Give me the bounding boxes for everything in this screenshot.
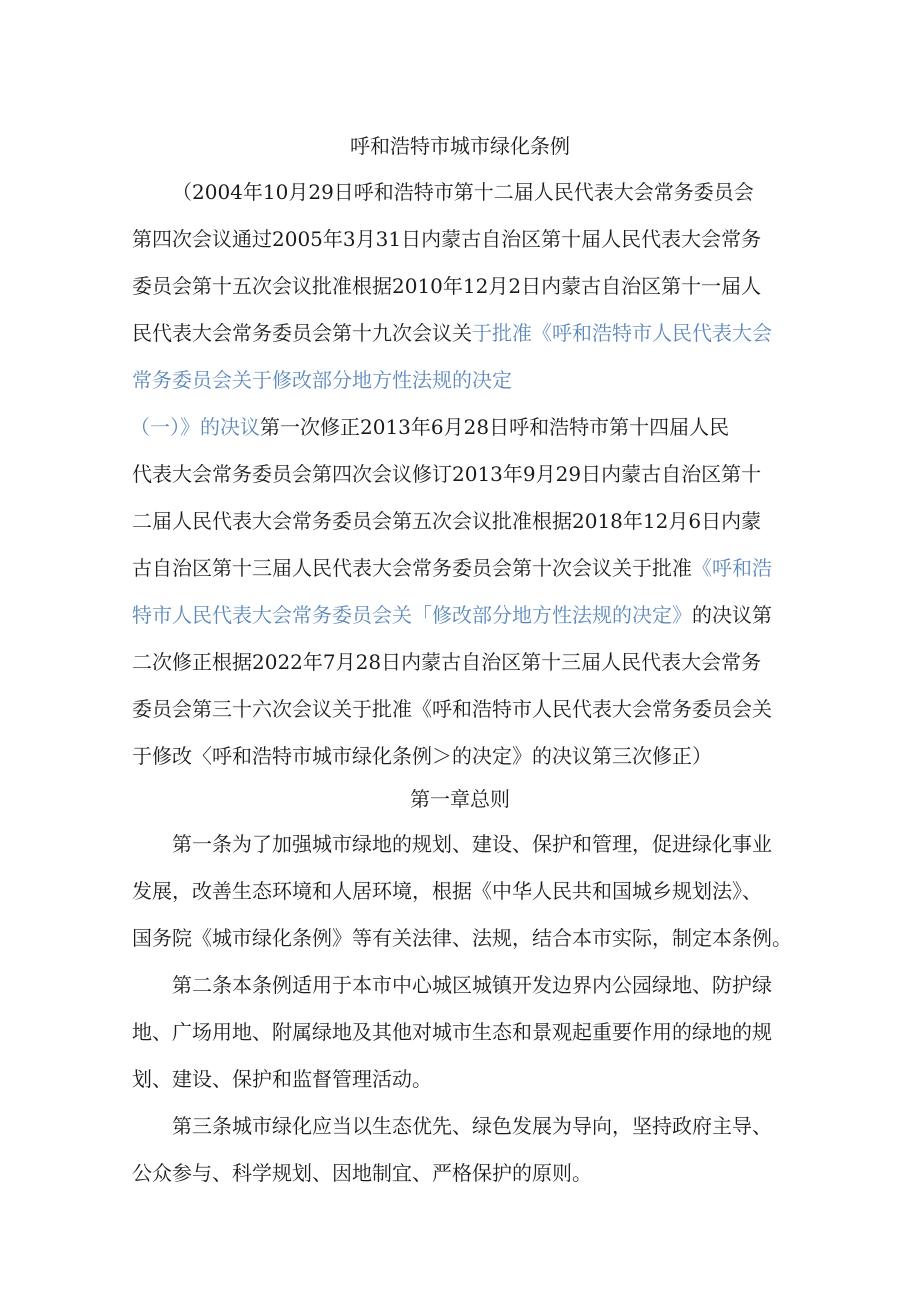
preamble-link[interactable]: 常务委员会关于修改部分地方性法规的决定 [132, 368, 512, 392]
preamble-link[interactable]: 《呼和浩 [692, 556, 772, 580]
article-line: 第三条城市绿化应当以生态优先、绿色发展为导向，坚持政府主导、 [172, 1114, 772, 1138]
preamble-line [130, 413, 729, 441]
preamble-line: 第四次会议通过2005年3月31日内蒙古自治区第十届人民代表大会常务 [132, 227, 762, 251]
article-line: 国务院《城市绿化条例》等有关法律、法规，结合本市实际，制定本条例。 [132, 926, 792, 950]
preamble-line: 二次修正根据2022年7月28日内蒙古自治区第十三届人民代表大会常务 [132, 650, 762, 674]
preamble-link[interactable]: 特市人民代表大会常务委员会关「修改部分地方性法规的决定》 [132, 603, 692, 627]
article-line: 发展，改善生态环境和人居环境，根据《中华人民共和国城乡规划法》、 [132, 879, 762, 903]
article-line: 公众参与、科学规划、因地制宜、严格保护的原则。 [132, 1161, 592, 1185]
preamble-text: 民代表大会常务委员会第十九次会议关 [132, 321, 472, 345]
document-title: 呼和浩特市城市绿化条例 [350, 134, 570, 158]
preamble-line [132, 554, 772, 582]
article-line: 第二条本条例适用于本市中心城区城镇开发边界内公园绿地、防护绿 [172, 973, 772, 997]
preamble-link[interactable]: 于批准《呼和浩特市人民代表大会 [472, 321, 772, 345]
article-line: 第一条为了加强城市绿地的规划、建设、保护和管理，促进绿化事业 [172, 832, 772, 856]
preamble-text: 第一次修正2013年6月28日呼和浩特市第十四届人民 [260, 415, 730, 439]
preamble-text: 的决议第 [692, 603, 772, 627]
preamble-line [132, 601, 772, 629]
preamble-line: （2004年10月29日呼和浩特市第十二届人民代表大会常务委员会 [172, 180, 754, 204]
chapter-heading: 第一章总则 [410, 787, 510, 811]
preamble-line [132, 319, 772, 347]
preamble-line: 二届人民代表大会常务委员会第五次会议批准根据2018年12月6日内蒙 [132, 509, 762, 533]
preamble-line: 代表大会常务委员会第四次会议修订2013年9月29日内蒙古自治区第十 [132, 462, 762, 486]
preamble-text: 古自治区第十三届人民代表大会常务委员会第十次会议关于批准 [132, 556, 692, 580]
preamble-line: 委员会第十五次会议批准根据2010年12月2日内蒙古自治区第十一届人 [132, 274, 762, 298]
article-line: 划、建设、保护和监督管理活动。 [132, 1067, 432, 1091]
preamble-link[interactable]: （一）》的决议 [130, 415, 260, 439]
article-line: 地、广场用地、附属绿地及其他对城市生态和景观起重要作用的绿地的规 [132, 1020, 772, 1044]
preamble-line: 委员会第三十六次会议关于批准《呼和浩特市人民代表大会常务委员会关 [132, 697, 772, 721]
preamble-line: 于修改〈呼和浩特市城市绿化条例＞的决定》的决议第三次修正） [132, 744, 712, 768]
